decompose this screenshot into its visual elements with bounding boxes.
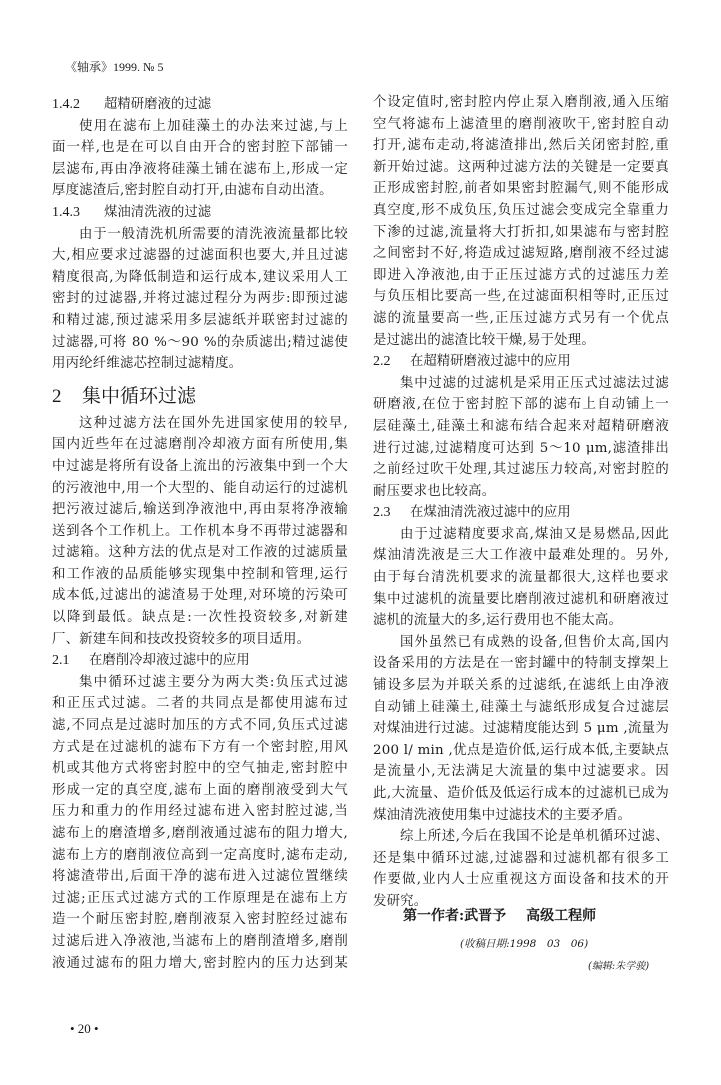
text-line: 机或其他方式将密封腔中的空气抽走,密封腔中 <box>52 761 348 777</box>
text-line: 成本低,过滤出的滤渣易于处理,对环境的污染可 <box>52 588 348 604</box>
section-number: 2.3 <box>373 505 391 521</box>
text-line: 铺设多层为并联关系的过滤纸,在滤纸上由净液 <box>373 678 669 694</box>
text-line: 厚度滤渣后,密封腔自动打开,由滤布自动出渣。 <box>52 183 333 199</box>
text-line: 滤的流量要高一些,正压过滤方式另有一个优点 <box>373 310 669 326</box>
text-line: 空气将滤布上滤渣里的磨削液吹干,密封腔自动 <box>373 116 669 132</box>
left-column <box>52 94 348 974</box>
text-line: 研磨液,在位于密封腔下部的滤布上自动铺上一 <box>373 397 669 413</box>
text-line: 和精过滤,预过滤采用多层滤纸并联密封过滤的 <box>52 312 348 328</box>
text-line: 还是集中循环过滤,过滤器和过滤机都有很多工 <box>373 850 669 866</box>
text-line: 造一个耐压密封腔,磨削液泵入密封腔经过滤布 <box>52 912 348 928</box>
text-line: 滤,不同点是过滤时加压的方式不同,负压式过滤 <box>52 718 348 734</box>
text-line: 下渗的过滤,流量将大打折扣,如果滤布与密封腔 <box>373 224 669 240</box>
section-number: 2.2 <box>373 354 391 370</box>
text-line: 层滤布,再由净液将硅藻土铺在滤布上,形成一定 <box>52 161 348 177</box>
text-line: 压力和重力的作用经过滤布进入密封腔过滤,当 <box>52 804 348 820</box>
page-number: • 20 • <box>70 1021 99 1036</box>
author-name: 第一作者:武晋予 <box>403 908 507 924</box>
text-line: 将滤渣带出,后面干净的滤布进入过滤位置继续 <box>52 869 348 885</box>
text-line: 综上所述,今后在我国不论是单机循环过滤、 <box>400 829 669 845</box>
text-line: 过滤;正压式过滤方式的工作原理是在滤布上方 <box>52 890 348 906</box>
text-line: 设备采用的方法是在一密封罐中的特制支撑架上 <box>373 656 669 672</box>
section-heading-2-2 <box>373 351 669 373</box>
text-line: 由于过滤精度要求高,煤油又是易燃品,因此 <box>400 526 669 542</box>
text-line: 集中循环过滤主要分为两大类:负压式过滤 <box>79 674 348 690</box>
text-line: 自动铺上硅藻土,硅藻土与滤纸形成复合过滤层 <box>373 699 669 715</box>
text-line: 形成一定的真空度,滤布上面的磨削液受到大气 <box>52 782 348 798</box>
text-line: 密封的过滤器,并将过滤过程分为两步:即预过滤 <box>52 291 348 307</box>
text-line: 即进入净液池,由于正压过滤方式的过滤压力差 <box>373 267 669 283</box>
section-heading-2-1 <box>52 650 348 672</box>
text-line: 之前经过吹干处理,其过滤压力较高,对密封腔的 <box>373 462 669 478</box>
section-title: 集中循环过滤 <box>82 384 197 407</box>
text-line: 面一样,也是在可以自由开合的密封腔下部铺一 <box>52 140 348 156</box>
text-line: 过滤器,可将 80 %～90 %的杂质滤出;精过滤使 <box>52 334 348 350</box>
text-line: 对煤油进行过滤。过滤精度能达到 5 μm ,流量为 <box>373 721 669 737</box>
text-line: 是流量小,无法满足大流量的集中过滤要求。因 <box>373 764 669 780</box>
section-heading-2 <box>52 379 348 413</box>
text-line: 滤布上的磨渣增多,磨削液通过滤布的阻力增大, <box>52 826 348 841</box>
text-line: 送到各个工作机上。工作机本身不再带过滤器和 <box>52 523 348 539</box>
text-line: 和正压式过滤。二者的共同点是都使用滤布过 <box>52 696 348 712</box>
author-block <box>403 905 596 925</box>
text-line: 与负压相比要高一些,在过滤面积相等时,正压过 <box>373 289 669 305</box>
received-date: (收稿日期:1998 03 06) <box>460 938 589 950</box>
section-number: 1.4.2 <box>52 97 80 112</box>
text-line: 滤布上方的磨削液位高到一定高度时,滤布走动, <box>52 847 348 863</box>
text-line: 200 l/ min ,优点是造价低,运行成本低,主要缺点 <box>373 742 669 758</box>
text-line: 耐压要求也比较高。 <box>373 483 496 499</box>
text-line: 过滤后进入净液池,当滤布上的磨削渣增多,磨削 <box>52 933 348 949</box>
text-line: 集中过滤机的流量要比磨削液过滤机和研磨液过 <box>373 591 669 607</box>
section-title: 在超精研磨液过滤中的应用 <box>410 354 571 370</box>
text-line: 液通过滤布的阻力增大,密封腔内的压力达到某 <box>52 955 348 971</box>
section-title: 煤油清洗液的过滤 <box>104 204 212 220</box>
right-column <box>373 92 669 913</box>
text-line: 正形成密封腔,前者如果密封腔漏气,则不能形成 <box>373 181 669 197</box>
text-line: 发研究。 <box>373 893 428 909</box>
text-line: 煤油清洗液使用集中过滤技术的主要矛盾。 <box>373 807 632 823</box>
text-line: 方式是在过滤机的滤布下方有一个密封腔,用风 <box>52 739 348 755</box>
text-line: 中过滤是将所有设备上流出的污液集中到一个大 <box>52 458 348 474</box>
text-line: 大,相应要求过滤器的过滤面积也要大,并且过滤 <box>52 248 348 264</box>
text-line: 的污液池中,用一个大型的、能自动运行的过滤机 <box>52 480 348 496</box>
section-heading-2-3 <box>373 502 669 524</box>
text-line: 使用在滤布上加硅藻土的办法来过滤,与上 <box>79 118 348 134</box>
text-line: 层硅藻土,硅藻土和滤布结合起来对超精研磨液 <box>373 418 669 434</box>
running-head: 《轴承》1999. № 5 <box>65 60 164 74</box>
section-number: 1.4.3 <box>52 204 80 220</box>
text-line: 新开始过滤。这两种过滤方法的关键是一定要真 <box>373 159 669 175</box>
text-line: 用丙纶纤维滤芯控制过滤精度。 <box>52 356 243 372</box>
text-line: 之间密封不好,将造成过滤短路,磨削液不经过滤 <box>373 246 669 262</box>
text-line: 真空度,形不成负压,负压过滤会变成完全靠重力 <box>373 202 669 218</box>
text-line: 煤油清洗液是三大工作液中最难处理的。另外, <box>373 548 669 564</box>
text-line: 打开,滤布走动,将滤渣排出,然后关闭密封腔,重 <box>373 138 669 154</box>
section-number: 2.1 <box>52 653 70 669</box>
text-line: 进行过滤,过滤精度可达到 5～10 μm,滤渣排出 <box>373 440 669 456</box>
text-line: 由于一般清洗机所需要的清洗液流量都比较 <box>79 226 348 242</box>
text-line: 厂、新建车间和技改投资较多的项目适用。 <box>52 631 311 647</box>
text-line: 集中过滤的过滤机是采用正压式过滤法过滤 <box>400 375 669 391</box>
text-line: 国外虽然已有成熟的设备,但售价太高,国内 <box>400 634 669 650</box>
text-line: 此,大流量、造价低及低运行成本的过滤机已成为 <box>373 786 669 801</box>
text-line: 过滤箱。这种方法的优点是对工作液的过滤质量 <box>52 545 348 561</box>
text-line: 精度很高,为降低制造和运行成本,建议采用人工 <box>52 269 348 285</box>
text-line: 滤机的流量大的多,运行费用也不能太高。 <box>373 613 623 629</box>
text-line: 个设定值时,密封腔内停止泵入磨削液,通入压缩 <box>373 95 669 110</box>
text-line: 国内近些年在过滤磨削冷却液方面有所使用,集 <box>52 437 348 453</box>
section-heading-1-4-2 <box>52 94 348 116</box>
section-number: 2 <box>52 385 62 407</box>
editor-credit: (编辑:朱学骏) <box>588 961 650 972</box>
text-line: 由于每台清洗机要求的流量都很大,这样也要求 <box>373 570 669 586</box>
text-line: 作要做,业内人士应重视这方面设备和技术的开 <box>373 872 669 888</box>
text-line: 这种过滤方法在国外先进国家使用的较早, <box>79 415 348 431</box>
section-title: 在煤油清洗液过滤中的应用 <box>410 505 571 521</box>
text-line: 把污液过滤后,输送到净液池中,再由泵将净液输 <box>52 502 348 518</box>
section-heading-1-4-3 <box>52 202 348 224</box>
section-title: 超精研磨液的过滤 <box>104 97 212 112</box>
text-line: 和工作液的品质能够实现集中控制和管理,运行 <box>52 566 348 582</box>
text-line: 是过滤出的滤渣比较干燥,易于处理。 <box>373 332 595 348</box>
text-line: 以降到最低。缺点是:一次性投资较多,对新建 <box>52 610 348 626</box>
author-title: 高级工程师 <box>526 908 597 924</box>
section-title: 在磨削冷却液过滤中的应用 <box>89 653 250 669</box>
